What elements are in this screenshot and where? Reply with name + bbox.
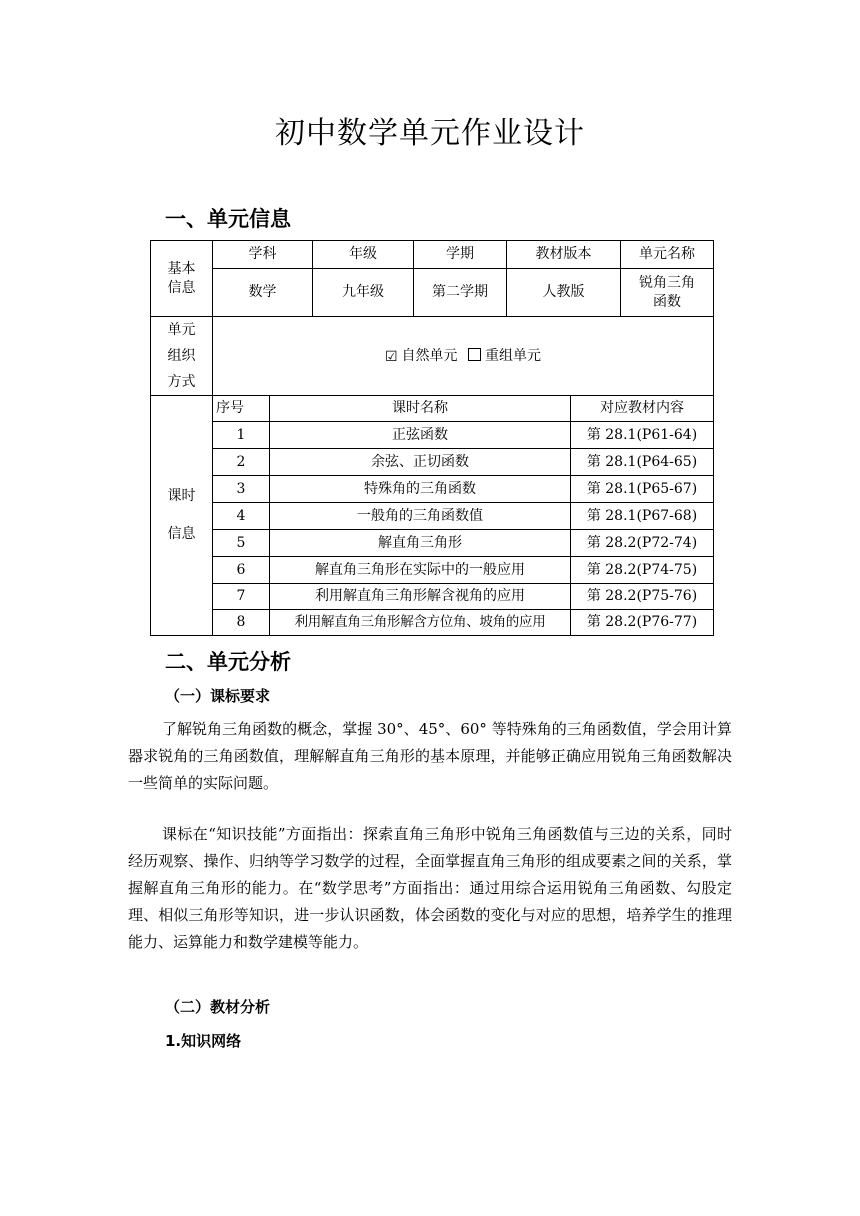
lesson-ref: 第 28.1(P65-67) [571,476,714,503]
lesson-no: 1 [213,422,270,449]
lesson-info-label: 课时 信息 [151,396,213,636]
org-option-regroup: 重组单元 [485,347,541,364]
lesson-ref: 第 28.2(P75-76) [571,584,714,610]
value-unit-name: 锐角三角 函数 [621,269,714,317]
lesson-name: 正弦函数 [270,422,571,449]
header-grade: 年级 [313,241,414,269]
section-heading-unit-analysis: 二、单元分析 [165,650,291,674]
org-option-natural: 自然单元 [401,347,458,364]
page-title: 初中数学单元作业设计 [275,116,585,151]
table-row [151,584,714,610]
table-row [151,449,714,476]
lesson-header-no: 序号 [213,396,270,422]
lesson-name: 特殊角的三角函数 [270,476,571,503]
table-row [151,530,714,557]
unchecked-checkbox-icon[interactable] [468,348,481,361]
lesson-no: 2 [213,449,270,476]
lesson-no: 6 [213,557,270,584]
basic-info-label: 基本 信息 [151,241,213,317]
header-subject: 学科 [213,241,313,269]
value-subject: 数学 [213,269,313,317]
lesson-no: 5 [213,530,270,557]
table-row [151,422,714,449]
subheading-knowledge-network: 1.知识网络 [165,1032,242,1050]
header-unit-name: 单元名称 [621,241,714,269]
table-row [151,476,714,503]
lesson-name: 一般角的三角函数值 [270,503,571,530]
lesson-name: 余弦、正切函数 [270,449,571,476]
lesson-ref: 第 28.2(P76-77) [571,610,714,636]
lesson-ref: 第 28.1(P67-68) [571,503,714,530]
lesson-name: 解直角三角形 [270,530,571,557]
subheading-textbook-analysis: （二）教材分析 [165,998,271,1016]
org-label: 单元 组织 方式 [151,317,213,396]
lesson-header-name: 课时名称 [270,396,571,422]
lesson-ref: 第 28.2(P72-74) [571,530,714,557]
value-semester: 第二学期 [414,269,507,317]
header-textbook: 教材版本 [507,241,621,269]
unit-info-table [150,240,714,636]
lesson-name: 利用解直角三角形解含视角的应用 [270,584,571,610]
checked-checkbox-icon[interactable]: ☑ [384,348,398,365]
table-row [151,503,714,530]
paragraph-curriculum-2: 课标在“知识技能”方面指出：探索直角三角形中锐角三角函数值与三边的关系，同时经历观察、操作、归纳等学习数学的过程，全面掌握直角三角形的组成要素之间的关系，掌握解直角三角形的能力。在“数学思考”方面指出：通过用综合运用锐角三角函数、勾股定理、相似三角形等知识，进一步认识函数，体会函数的变化与对应的思想，培养学生的推理能力、运算能力和数学建模等能力。 [128,825,732,951]
org-options [213,317,714,396]
lesson-no: 4 [213,503,270,530]
lesson-no: 3 [213,476,270,503]
table-row [151,610,714,636]
table-row [151,557,714,584]
lesson-no: 7 [213,584,270,610]
lesson-ref: 第 28.2(P74-75) [571,557,714,584]
value-textbook: 人教版 [507,269,621,317]
lesson-ref: 第 28.1(P61-64) [571,422,714,449]
paragraph-curriculum-1: 了解锐角三角函数的概念，掌握 30°、45°、60° 等特殊角的三角函数值，学会用计算器求锐角的三角函数值，理解解直角三角形的基本原理，并能够正确应用锐角三角函数解决一些简单的实际问题。 [128,720,732,792]
lesson-no: 8 [213,610,270,636]
header-semester: 学期 [414,241,507,269]
lesson-ref: 第 28.1(P64-65) [571,449,714,476]
lesson-name: 利用解直角三角形解含方位角、坡角的应用 [270,610,571,636]
section-heading-unit-info: 一、单元信息 [165,207,291,231]
lesson-header-ref: 对应教材内容 [571,396,714,422]
lesson-name: 解直角三角形在实际中的一般应用 [270,557,571,584]
subheading-curriculum: （一）课标要求 [165,687,271,705]
value-grade: 九年级 [313,269,414,317]
